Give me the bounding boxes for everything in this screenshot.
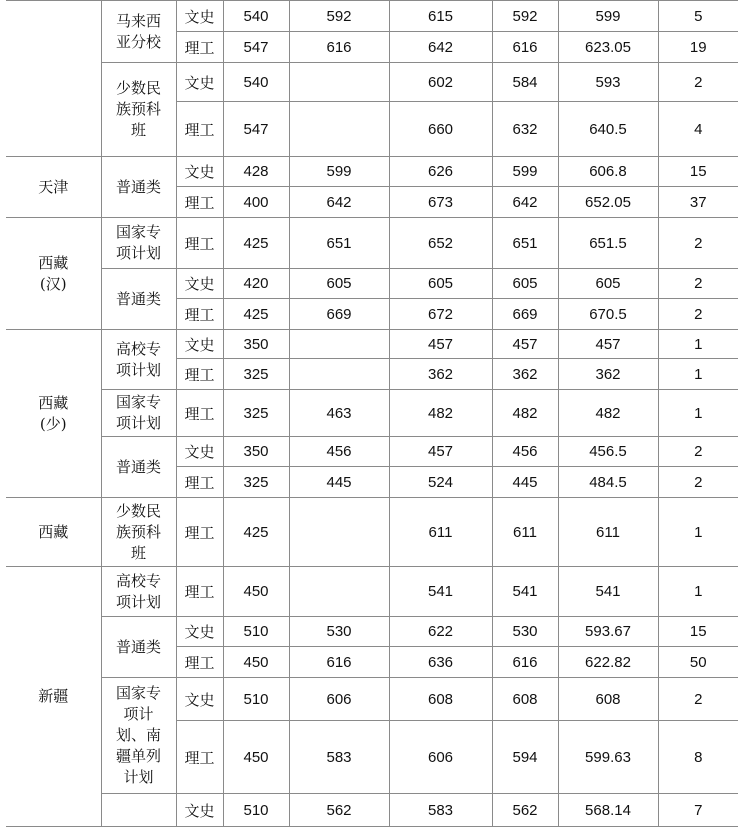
min-score-cell: 350: [223, 437, 289, 467]
min-score-cell: 540: [223, 1, 289, 32]
col2-score-cell: 599: [289, 157, 389, 187]
col2-score-cell: [289, 330, 389, 359]
table-row: [6, 390, 738, 437]
category-label: 计划: [123, 768, 154, 786]
col4-score-cell: 445: [492, 467, 558, 498]
province-cell: [6, 567, 101, 827]
subject-cell: 文史: [176, 678, 223, 721]
max-score-cell: 457: [389, 330, 492, 359]
province-cell: [6, 1, 101, 157]
min-score-cell: 510: [223, 678, 289, 721]
admission-score-table-wrapper: [6, 0, 707, 820]
category-label: 疆单列: [115, 747, 161, 765]
max-score-cell: 524: [389, 467, 492, 498]
min-score-cell: 547: [223, 32, 289, 63]
max-score-cell: 615: [389, 1, 492, 32]
avg-score-cell: 568.14: [558, 794, 658, 827]
col4-score-cell: 616: [492, 32, 558, 63]
province-label: 西藏: [38, 522, 69, 541]
table-row: [6, 437, 738, 467]
province-cell: [6, 218, 101, 330]
subject-cell: 理工: [176, 299, 223, 330]
col4-score-cell: 632: [492, 102, 558, 157]
min-score-cell: 420: [223, 269, 289, 299]
table-row: [6, 330, 738, 359]
col4-score-cell: 456: [492, 437, 558, 467]
min-score-cell: 325: [223, 390, 289, 437]
table-row: [6, 678, 738, 721]
table-row: [6, 567, 738, 617]
min-score-cell: 350: [223, 330, 289, 359]
province-label: 新疆: [38, 687, 69, 705]
category-label: 普通类: [115, 177, 161, 196]
col2-score-cell: 530: [289, 617, 389, 647]
category-label: 项计划: [115, 360, 161, 379]
subject-cell: 理工: [176, 647, 223, 678]
count-cell: 2: [658, 437, 738, 467]
count-cell: 7: [658, 794, 738, 827]
count-cell: 8: [658, 721, 738, 794]
col2-score-cell: 642: [289, 187, 389, 218]
min-score-cell: 450: [223, 647, 289, 678]
col2-score-cell: 463: [289, 390, 389, 437]
avg-score-cell: 456.5: [558, 437, 658, 467]
count-cell: 4: [658, 102, 738, 157]
min-score-cell: 400: [223, 187, 289, 218]
col2-score-cell: 606: [289, 678, 389, 721]
table-row: [6, 1, 738, 32]
avg-score-cell: 593: [558, 63, 658, 102]
col4-score-cell: 541: [492, 567, 558, 617]
count-cell: 19: [658, 32, 738, 63]
col4-score-cell: 584: [492, 63, 558, 102]
avg-score-cell: 651.5: [558, 218, 658, 269]
category-label: 族预科: [115, 522, 161, 541]
subject-cell: 文史: [176, 157, 223, 187]
table-row: [6, 218, 738, 269]
avg-score-cell: 593.67: [558, 617, 658, 647]
category-cell: [101, 678, 176, 794]
max-score-cell: 541: [389, 567, 492, 617]
subject-cell: 文史: [176, 269, 223, 299]
max-score-cell: 362: [389, 359, 492, 390]
avg-score-cell: 640.5: [558, 102, 658, 157]
category-cell: [101, 794, 176, 827]
col4-score-cell: 616: [492, 647, 558, 678]
col2-score-cell: 562: [289, 794, 389, 827]
col4-score-cell: 362: [492, 359, 558, 390]
category-label: 国家专: [115, 393, 161, 411]
subject-cell: 理工: [176, 498, 223, 567]
max-score-cell: 636: [389, 647, 492, 678]
max-score-cell: 672: [389, 299, 492, 330]
col4-score-cell: 530: [492, 617, 558, 647]
col2-score-cell: [289, 359, 389, 390]
category-label: 班: [130, 543, 146, 562]
min-score-cell: 425: [223, 218, 289, 269]
count-cell: 50: [658, 647, 738, 678]
count-cell: 2: [658, 678, 738, 721]
avg-score-cell: 484.5: [558, 467, 658, 498]
count-cell: 1: [658, 330, 738, 359]
min-score-cell: 450: [223, 721, 289, 794]
max-score-cell: 482: [389, 390, 492, 437]
subject-cell: 文史: [176, 437, 223, 467]
col2-score-cell: [289, 63, 389, 102]
category-label: 班: [130, 121, 146, 139]
province-cell: [6, 157, 101, 218]
avg-score-cell: 670.5: [558, 299, 658, 330]
max-score-cell: 642: [389, 32, 492, 63]
col2-score-cell: [289, 567, 389, 617]
category-label: 族预科: [115, 100, 161, 118]
avg-score-cell: 482: [558, 390, 658, 437]
category-label: 马来西: [115, 11, 161, 30]
category-label: 普通类: [115, 457, 161, 476]
subject-cell: 文史: [176, 794, 223, 827]
table-row: [6, 794, 738, 827]
max-score-cell: 605: [389, 269, 492, 299]
category-label: 项计划: [115, 244, 161, 262]
category-cell: [101, 437, 176, 498]
subject-cell: 文史: [176, 617, 223, 647]
max-score-cell: 622: [389, 617, 492, 647]
min-score-cell: 325: [223, 359, 289, 390]
category-label: 项计划: [115, 414, 161, 432]
max-score-cell: 608: [389, 678, 492, 721]
subject-cell: 理工: [176, 359, 223, 390]
count-cell: 2: [658, 63, 738, 102]
category-cell: [101, 1, 176, 63]
subject-cell: 理工: [176, 467, 223, 498]
count-cell: 2: [658, 299, 738, 330]
avg-score-cell: 652.05: [558, 187, 658, 218]
max-score-cell: 652: [389, 218, 492, 269]
max-score-cell: 602: [389, 63, 492, 102]
province-label: 西藏: [38, 253, 69, 272]
table-row: [6, 157, 738, 187]
count-cell: 15: [658, 617, 738, 647]
min-score-cell: 450: [223, 567, 289, 617]
subject-cell: 理工: [176, 721, 223, 794]
category-label: 少数民: [115, 501, 161, 520]
admission-score-table: [6, 0, 738, 827]
category-cell: [101, 157, 176, 218]
min-score-cell: 510: [223, 617, 289, 647]
province-label: (少): [39, 414, 67, 433]
col2-score-cell: 605: [289, 269, 389, 299]
table-row: [6, 498, 738, 567]
avg-score-cell: 599.63: [558, 721, 658, 794]
category-label: 划、南: [115, 726, 161, 744]
col4-score-cell: 669: [492, 299, 558, 330]
table-row: [6, 617, 738, 647]
min-score-cell: 425: [223, 498, 289, 567]
category-cell: [101, 617, 176, 678]
count-cell: 1: [658, 390, 738, 437]
max-score-cell: 660: [389, 102, 492, 157]
col4-score-cell: 562: [492, 794, 558, 827]
count-cell: 1: [658, 359, 738, 390]
category-cell: [101, 390, 176, 437]
count-cell: 2: [658, 467, 738, 498]
province-label: (汉): [39, 274, 67, 293]
avg-score-cell: 606.8: [558, 157, 658, 187]
count-cell: 5: [658, 1, 738, 32]
count-cell: 15: [658, 157, 738, 187]
category-label: 高校专: [115, 571, 161, 590]
col4-score-cell: 592: [492, 1, 558, 32]
avg-score-cell: 541: [558, 567, 658, 617]
min-score-cell: 547: [223, 102, 289, 157]
col4-score-cell: 605: [492, 269, 558, 299]
subject-cell: 理工: [176, 32, 223, 63]
province-cell: [6, 498, 101, 567]
category-cell: [101, 218, 176, 269]
category-cell: [101, 63, 176, 157]
category-label: 少数民: [115, 79, 161, 97]
col4-score-cell: 457: [492, 330, 558, 359]
col2-score-cell: 669: [289, 299, 389, 330]
col4-score-cell: 482: [492, 390, 558, 437]
max-score-cell: 457: [389, 437, 492, 467]
count-cell: 2: [658, 218, 738, 269]
category-label: 普通类: [115, 637, 161, 656]
avg-score-cell: 362: [558, 359, 658, 390]
col4-score-cell: 642: [492, 187, 558, 218]
col2-score-cell: 616: [289, 647, 389, 678]
max-score-cell: 611: [389, 498, 492, 567]
subject-cell: 文史: [176, 63, 223, 102]
category-label: 高校专: [115, 339, 161, 358]
subject-cell: 文史: [176, 330, 223, 359]
min-score-cell: 510: [223, 794, 289, 827]
min-score-cell: 425: [223, 299, 289, 330]
col4-score-cell: 599: [492, 157, 558, 187]
category-label: 普通类: [115, 289, 161, 308]
subject-cell: 理工: [176, 187, 223, 218]
count-cell: 37: [658, 187, 738, 218]
province-label: 西藏: [38, 393, 69, 412]
count-cell: 2: [658, 269, 738, 299]
col2-score-cell: 456: [289, 437, 389, 467]
province-cell: [6, 330, 101, 498]
avg-score-cell: 623.05: [558, 32, 658, 63]
avg-score-cell: 605: [558, 269, 658, 299]
province-label: 天津: [38, 177, 69, 196]
col2-score-cell: 445: [289, 467, 389, 498]
category-cell: [101, 498, 176, 567]
category-cell: [101, 330, 176, 390]
max-score-cell: 626: [389, 157, 492, 187]
avg-score-cell: 622.82: [558, 647, 658, 678]
count-cell: 1: [658, 567, 738, 617]
max-score-cell: 606: [389, 721, 492, 794]
col2-score-cell: 592: [289, 1, 389, 32]
table-row: [6, 269, 738, 299]
avg-score-cell: 599: [558, 1, 658, 32]
subject-cell: 文史: [176, 1, 223, 32]
col4-score-cell: 611: [492, 498, 558, 567]
table-body: [6, 1, 738, 827]
min-score-cell: 325: [223, 467, 289, 498]
avg-score-cell: 457: [558, 330, 658, 359]
subject-cell: 理工: [176, 102, 223, 157]
col4-score-cell: 608: [492, 678, 558, 721]
subject-cell: 理工: [176, 567, 223, 617]
col2-score-cell: 583: [289, 721, 389, 794]
category-label: 国家专: [115, 684, 161, 702]
category-label: 项计划: [115, 592, 161, 611]
col4-score-cell: 594: [492, 721, 558, 794]
col2-score-cell: [289, 102, 389, 157]
count-cell: 1: [658, 498, 738, 567]
max-score-cell: 583: [389, 794, 492, 827]
subject-cell: 理工: [176, 218, 223, 269]
category-label: 项计: [123, 705, 154, 723]
table-row: [6, 63, 738, 102]
col2-score-cell: [289, 498, 389, 567]
subject-cell: 理工: [176, 390, 223, 437]
category-cell: [101, 567, 176, 617]
min-score-cell: 540: [223, 63, 289, 102]
min-score-cell: 428: [223, 157, 289, 187]
avg-score-cell: 608: [558, 678, 658, 721]
category-label: 亚分校: [115, 32, 161, 51]
category-label: 国家专: [115, 223, 161, 241]
max-score-cell: 673: [389, 187, 492, 218]
col2-score-cell: 616: [289, 32, 389, 63]
category-cell: [101, 269, 176, 330]
col2-score-cell: 651: [289, 218, 389, 269]
col4-score-cell: 651: [492, 218, 558, 269]
avg-score-cell: 611: [558, 498, 658, 567]
